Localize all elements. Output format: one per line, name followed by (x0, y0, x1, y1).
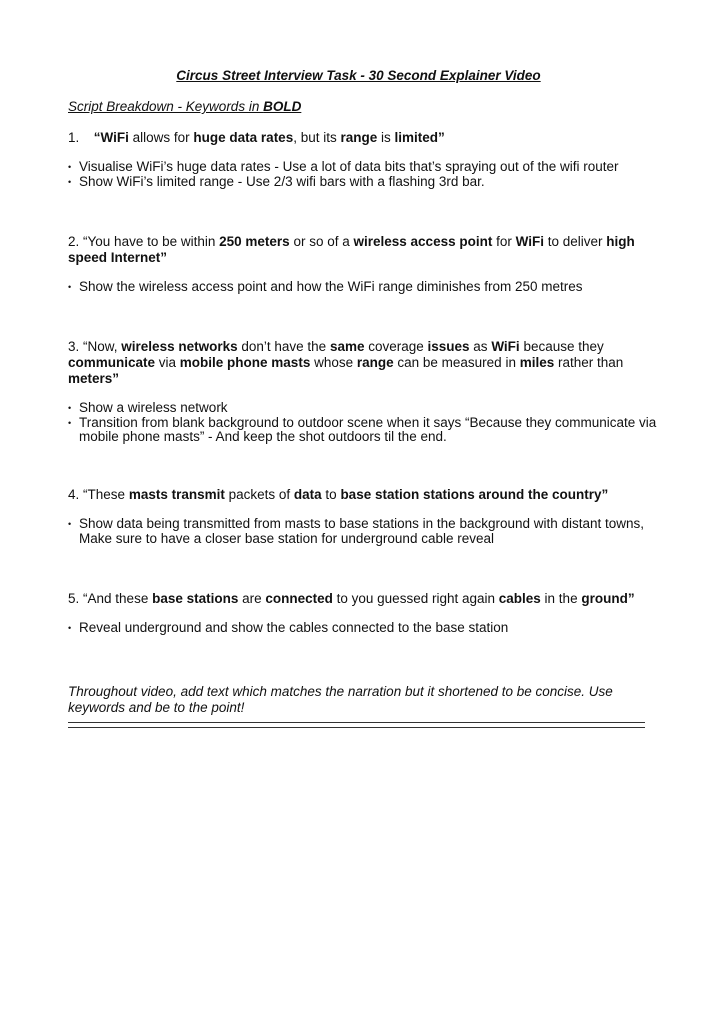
quote-text: , but its (293, 130, 341, 145)
quote-keyword: base stations (152, 591, 239, 606)
quote-text: are (238, 591, 266, 606)
quote-keyword: issues (427, 339, 470, 354)
quote-text: coverage (364, 339, 428, 354)
section-number: 5. (68, 591, 80, 606)
quote-keyword: communicate (68, 355, 156, 370)
quote-keyword: masts transmit (128, 487, 225, 502)
quote-keyword: range (356, 355, 394, 370)
quote-text: whose (310, 355, 357, 370)
quote-keyword: cables (498, 591, 541, 606)
bullet-item: • Visualise WiFi’s huge data rates - Use a lot of data bits that’s spraying out of the wifi router (68, 160, 658, 175)
quote-text: packets of (224, 487, 294, 502)
section-number: 3. (68, 339, 80, 354)
quote-keyword: data (293, 487, 322, 502)
quote-text: “And these (83, 591, 153, 606)
quote-keyword: ground” (581, 591, 635, 606)
quote-text: is (377, 130, 395, 145)
quote-text: “These (83, 487, 129, 502)
quote-keyword: “WiFi (93, 130, 129, 145)
quote-text: don’t have the (237, 339, 330, 354)
quote-text: in the (540, 591, 582, 606)
quote-text: rather than (554, 355, 624, 370)
divider-line (68, 722, 645, 723)
section-quote (68, 487, 658, 503)
bullet-item: • Show the wireless access point and how the WiFi range diminishes from 250 metres (68, 280, 658, 295)
bullet-item: • Transition from blank background to outdoor scene when it says “Because they communicate via mobile phone masts” - And keep the shot outdoors til the end. (68, 416, 658, 445)
quote-keyword: wireless access point (353, 234, 493, 249)
section-bullet-list (68, 621, 658, 636)
document-title: Circus Street Interview Task - 30 Second Explainer Video (176, 68, 541, 83)
quote-keyword: meters” (68, 371, 120, 386)
subtitle-bold-keyword: BOLD (263, 99, 302, 114)
quote-text: as (469, 339, 492, 354)
script-section-2 (68, 234, 658, 295)
quote-keyword: WiFi (515, 234, 544, 249)
quote-keyword: limited” (394, 130, 445, 145)
bullet-item: • Reveal underground and show the cables connected to the base station (68, 621, 658, 636)
section-quote (68, 130, 658, 146)
quote-keyword: miles (519, 355, 555, 370)
script-section-5 (68, 591, 658, 636)
quote-text: to (321, 487, 341, 502)
section-bullet-list (68, 517, 658, 546)
quote-keyword: huge data rates (193, 130, 294, 145)
quote-text: “Now, (83, 339, 122, 354)
quote-text: for (492, 234, 516, 249)
quote-keyword: range (340, 130, 378, 145)
script-breakdown-heading (68, 99, 301, 115)
footer-note: Throughout video, add text which matches the narration but it shortened to be concise. Use keywords and be to the point! (68, 684, 613, 715)
quote-text: because they (519, 339, 604, 354)
script-section-1 (68, 130, 658, 189)
section-bullet-list (68, 401, 658, 445)
quote-keyword: base station stations around the country” (340, 487, 609, 502)
section-number: 1. (68, 130, 80, 145)
quote-text: or so of a (289, 234, 354, 249)
quote-text: via (155, 355, 180, 370)
quote-keyword: high speed Internet” (68, 234, 635, 265)
quote-text: can be measured in (393, 355, 520, 370)
section-quote (68, 234, 658, 266)
bullet-item: • Show a wireless network (68, 401, 658, 416)
section-number: 2. (68, 234, 80, 249)
section-quote (68, 591, 658, 607)
script-section-3 (68, 339, 658, 445)
quote-keyword: mobile phone masts (179, 355, 311, 370)
quote-keyword: wireless networks (121, 339, 238, 354)
quote-text: to you guessed right again (332, 591, 499, 606)
quote-text: allows for (128, 130, 194, 145)
divider-line (68, 727, 645, 728)
quote-keyword: same (329, 339, 365, 354)
subtitle-prefix: Script Breakdown - Keywords in (68, 99, 264, 114)
section-bullet-list (68, 160, 658, 189)
quote-keyword: 250 meters (219, 234, 290, 249)
quote-keyword: connected (265, 591, 333, 606)
quote-keyword: WiFi (491, 339, 520, 354)
quote-text: to deliver (543, 234, 607, 249)
bullet-item: • Show data being transmitted from masts to base stations in the background with distant towns, Make sure to have a closer base station for underground cable reveal (68, 517, 658, 546)
section-number: 4. (68, 487, 80, 502)
section-quote (68, 339, 658, 387)
script-section-4 (68, 487, 658, 546)
quote-text: “You have to be within (83, 234, 220, 249)
section-bullet-list (68, 280, 658, 295)
bullet-item: • Show WiFi’s limited range - Use 2/3 wifi bars with a flashing 3rd bar. (68, 175, 658, 190)
